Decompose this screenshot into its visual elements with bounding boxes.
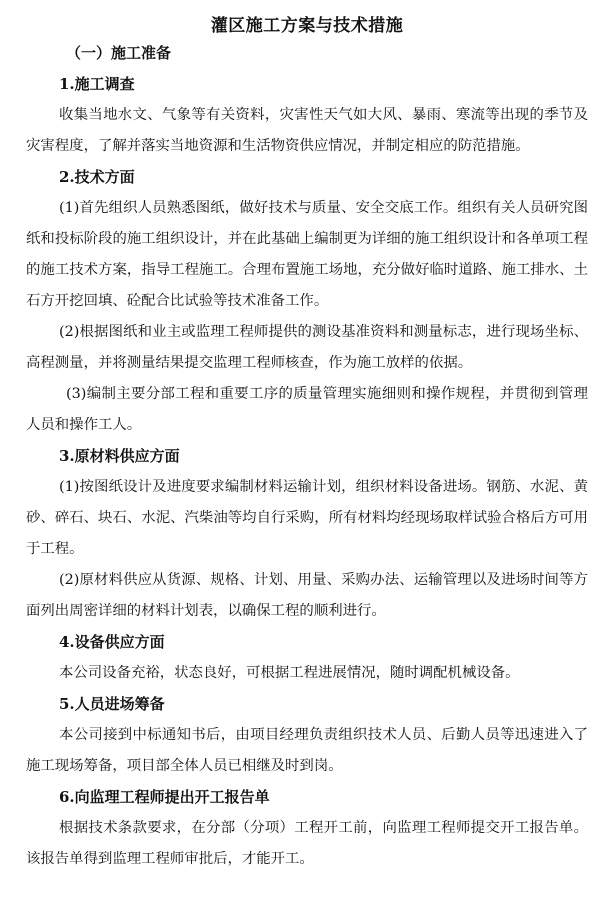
- subsection-materials: [26, 441, 588, 627]
- subsection-technical: [26, 162, 588, 441]
- paragraph: 根据技术条款要求，在分部（分项）工程开工前，向监理工程师提交开工报告单。该报告单得到监理工程师审批后，才能开工。: [26, 820, 588, 867]
- paragraph: 收集当地水文、气象等有关资料，灾害性天气如大风、暴雨、寒流等出现的季节及灾害程度，了解并落实当地资源和生活物资供应情况，并制定相应的防范措施。: [26, 107, 588, 154]
- subsection-heading: 2.技术方面: [59, 168, 135, 186]
- subsection-personnel: [26, 689, 588, 782]
- section-heading: （一）施工准备: [66, 44, 172, 62]
- paragraph: (2)根据图纸和业主或监理工程师提供的测设基准资料和测量标志，进行现场坐标、高程测量，并将测量结果提交监理工程师核查，作为施工放样的依据。: [26, 324, 588, 371]
- paragraph: 本公司接到中标通知书后，由项目经理负责组织技术人员、后勤人员等迅速进入了施工现场筹备，项目部全体人员已相继及时到岗。: [26, 727, 588, 774]
- subsection-heading: 3.原材料供应方面: [59, 447, 180, 465]
- subsection-heading: 6.向监理工程师提出开工报告单: [59, 788, 270, 806]
- document-title: 灌区施工方案与技术措施: [210, 16, 404, 36]
- subsection-equipment: [26, 627, 588, 689]
- paragraph: (1)按图纸设计及进度要求编制材料运输计划，组织材料设备进场。钢筋、水泥、黄砂、碎石、块石、水泥、汽柴油等均自行采购，所有材料均经现场取样试验合格后方可用于工程。: [26, 479, 588, 557]
- subsection-heading: 4.设备供应方面: [59, 633, 165, 651]
- subsection-start-report: [26, 782, 588, 875]
- paragraph: (2)原材料供应从货源、规格、计划、用量、采购办法、运输管理以及进场时间等方面列出周密详细的材料计划表，以确保工程的顺利进行。: [26, 572, 588, 619]
- subsection-heading: 5.人员进场筹备: [59, 695, 165, 713]
- subsection-survey: [26, 69, 588, 162]
- paragraph: (1)首先组织人员熟悉图纸，做好技术与质量、安全交底工作。组织有关人员研究图纸和投标阶段的施工组织设计，并在此基础上编制更为详细的施工组织设计和各单项工程的施工技术方案，指导工程施工。合理布置施工场地，充分做好临时道路、施工排水、土石方开挖回填、砼配合比试验等技术准备工作。: [26, 200, 588, 309]
- subsection-heading: 1.施工调查: [59, 75, 135, 93]
- paragraph: (3)编制主要分部工程和重要工序的质量管理实施细则和操作规程，并贯彻到管理人员和操作工人。: [26, 386, 588, 433]
- paragraph: 本公司设备充裕，状态良好，可根据工程进展情况，随时调配机械设备。: [59, 665, 520, 681]
